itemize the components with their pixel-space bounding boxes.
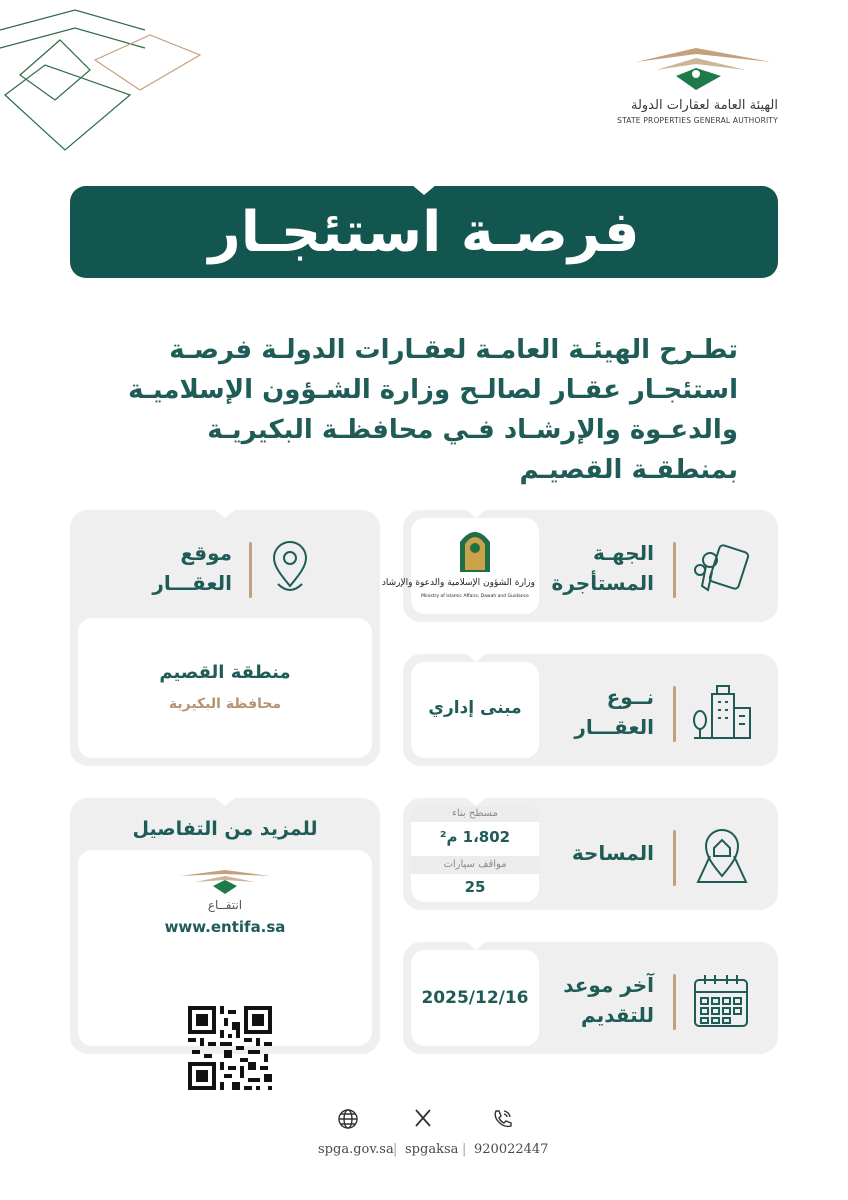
location-label: موقع العقـــار — [152, 541, 232, 595]
entifa-box — [78, 850, 372, 1046]
logo-english-name: STATE PROPERTIES GENERAL AUTHORITY — [617, 116, 778, 125]
parking-value: 25 — [464, 878, 486, 896]
deadline-label: آخر موعد للتقديم — [563, 973, 654, 1027]
location-pin-icon — [270, 540, 310, 596]
footer-separator: | — [462, 1142, 467, 1157]
decorative-lines — [0, 0, 210, 170]
phone-icon — [491, 1108, 513, 1130]
parking-label: مواقف سيارات — [411, 856, 539, 874]
building-area-label: مسطح بناء — [411, 806, 539, 822]
footer — [0, 1108, 848, 1168]
logo-arabic-name: الهيئة العامة لعقارات الدولة — [630, 98, 778, 113]
page-title: فرصـة استئجـار — [208, 199, 640, 265]
footer-social-handle[interactable]: spgaksa — [405, 1142, 459, 1157]
entifa-url[interactable]: www.entifa.sa — [164, 918, 286, 936]
location-card — [70, 510, 380, 766]
title-banner — [70, 186, 778, 278]
location-governorate: محافظة البكيرية — [168, 696, 282, 712]
footer-phone[interactable]: 920022447 — [474, 1142, 549, 1157]
footer-separator: | — [393, 1142, 398, 1157]
spga-logo — [606, 40, 786, 130]
location-box — [78, 618, 372, 758]
deadline-box — [411, 950, 539, 1046]
more-details-label: للمزيد من التفاصيل — [132, 818, 318, 840]
area-box — [411, 806, 539, 902]
property-type-value: مبنى إداري — [428, 698, 522, 718]
tenant-label: الجهـة المستأجرة — [551, 541, 654, 595]
property-type-card — [403, 654, 778, 766]
map-home-icon — [694, 826, 750, 886]
ministry-emblem-icon — [456, 524, 494, 574]
ministry-logo — [381, 518, 539, 614]
location-region: منطقة القصيم — [159, 662, 291, 683]
ministry-english-name: Ministry of Islamic Affairs, Dawah and Guidance — [421, 594, 529, 599]
building-area-value: 1،802 م² — [439, 828, 511, 846]
keys-icon — [692, 542, 750, 596]
deadline-value: 2025/12/16 — [421, 988, 529, 1008]
property-type-label: نــوع العقـــار — [574, 685, 654, 739]
spga-emblem-icon — [606, 40, 786, 100]
area-card — [403, 798, 778, 910]
property-type-box — [411, 662, 539, 758]
tenant-card — [381, 510, 778, 622]
building-icon — [690, 684, 754, 740]
intro-paragraph: تطـرح الهيئـة العامـة لعقـارات الدولـة فرصـة استئجـار عقـار لصالـح وزارة الشـؤون الإسلاميـة والدعـوة والإرشـاد فـي محافظـة البكيريـة بمنطقـة القصيـم — [128, 335, 738, 485]
deadline-card — [403, 942, 778, 1054]
qr-code[interactable] — [188, 1006, 272, 1090]
more-details-card — [70, 798, 380, 1054]
area-label: المساحة — [571, 841, 654, 865]
entifa-name: انتفــاع — [207, 898, 243, 912]
calendar-icon — [692, 972, 750, 1030]
footer-website[interactable]: spga.gov.sa — [318, 1142, 394, 1157]
x-twitter-icon — [413, 1108, 433, 1128]
globe-icon — [337, 1108, 359, 1130]
entifa-logo-icon — [175, 868, 275, 896]
ministry-arabic-name: وزارة الشؤون الإسلامية والدعوة والإرشاد — [381, 578, 535, 588]
